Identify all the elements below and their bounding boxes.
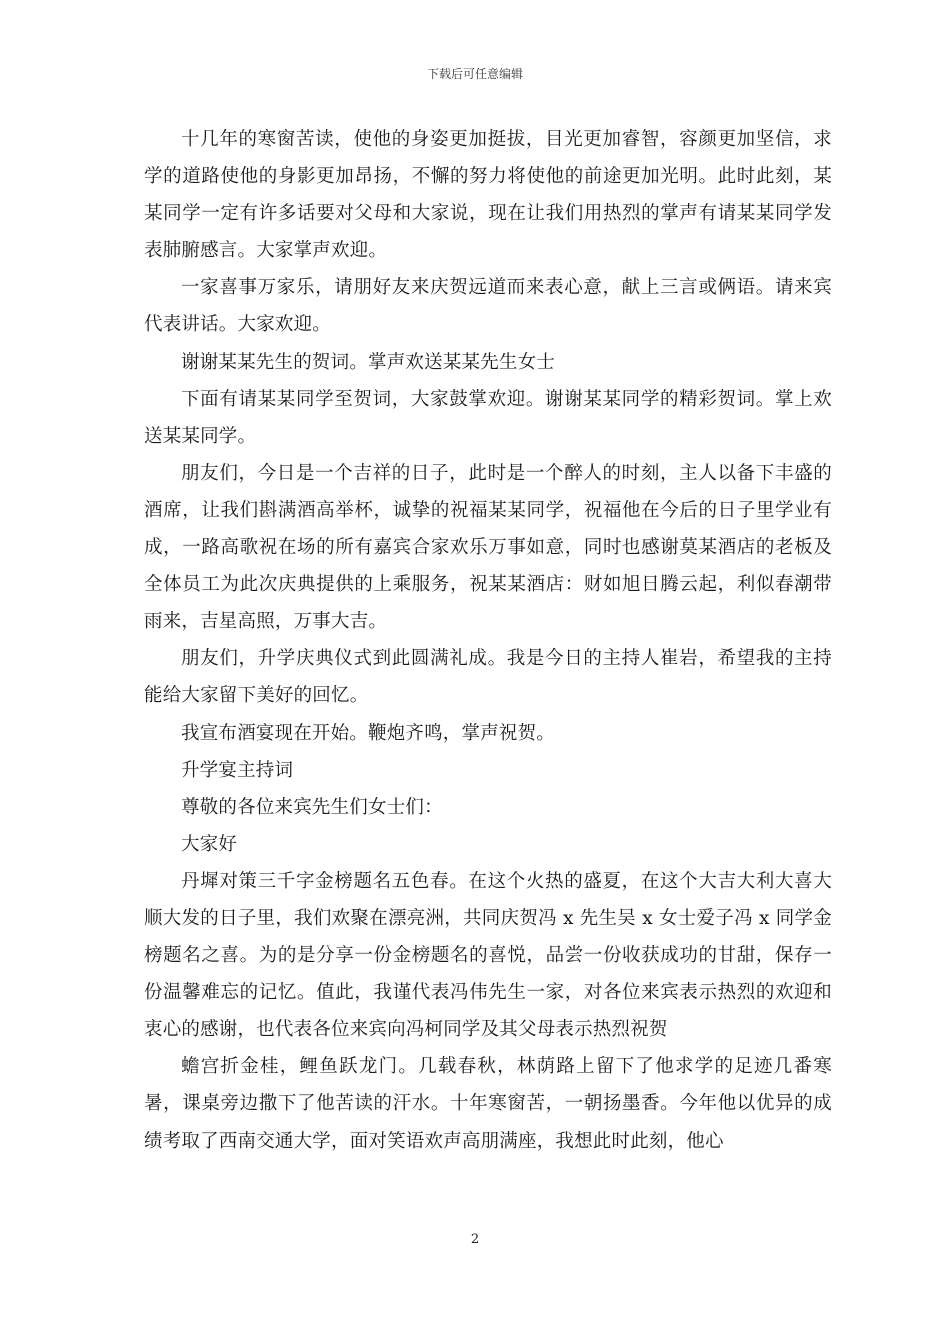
paragraph-7: 我宣布酒宴现在开始。鞭炮齐鸣，掌声祝贺。 <box>181 722 556 744</box>
document-body <box>144 121 832 1160</box>
salutation: 尊敬的各位来宾先生们女士们： <box>181 796 443 818</box>
paragraph-2: 一家喜事万家乐，请朋好友来庆贺远道而来表心意，献上三言或俩语。请来宾代表讲话。大家欢迎。 <box>144 277 832 336</box>
paragraph-1: 十几年的寒窗苦读，使他的身姿更加挺拔，目光更加睿智，容颜更加坚信，求学的道路使他的身影更加昂扬，不懈的努力将使他的前途更加光明。此时此刻，某某同学一定有许多话要对父母和大家说，现在让我们用热烈的掌声有请某某同学发表肺腑感言。大家掌声欢迎。 <box>144 129 832 262</box>
paragraph-5: 朋友们，今日是一个吉祥的日子，此时是一个醉人的时刻，主人以备下丰盛的酒席，让我们斟满酒高举杯，诚挚的祝福某某同学，祝福他在今后的日子里学业有成，一路高歌祝在场的所有嘉宾合家欢乐万事如意，同时也感谢莫某酒店的老板及全体员工为此次庆典提供的上乘服务，祝某某酒店：财如旭日腾云起，利似春潮带雨来，吉星高照，万事大吉。 <box>144 462 832 633</box>
paragraph-6: 朋友们，升学庆典仪式到此圆满礼成。我是今日的主持人崔岩，希望我的主持能给大家留下美好的回忆。 <box>144 648 832 707</box>
page-number: 2 <box>470 1232 480 1247</box>
greeting: 大家好 <box>181 833 238 855</box>
section-title: 升学宴主持词 <box>181 759 294 781</box>
page-header-note: 下载后可任意编辑 <box>426 67 523 81</box>
paragraph-11: 丹墀对策三千字金榜题名五色春。在这个火热的盛夏，在这个大吉大利大喜大顺大发的日子里，我们欢聚在漂亮洲，共同庆贺冯 x 先生吴 x 女士爱子冯 x 同学金榜题名之喜。为的是分享一份金榜题名的喜悦，品尝一份收获成功的甘甜，保存一份温馨难忘的记忆。值此，我谨代表冯伟先生一家，对各位来宾表示热烈的欢迎和衷心的感谢，也代表各位来宾向冯柯同学及其父母表示热烈祝贺 <box>144 870 832 1041</box>
paragraph-12: 蟾宫折金桂，鲤鱼跃龙门。几载春秋，林荫路上留下了他求学的足迹几番寒暑，课桌旁边撒下了他苦读的汗水。十年寒窗苦，一朝扬墨香。今年他以优异的成绩考取了西南交通大学，面对笑语欢声高朋满座，我想此时此刻，他心 <box>144 1056 832 1152</box>
paragraph-3: 谢谢某某先生的贺词。掌声欢送某某先生女士 <box>181 351 556 373</box>
paragraph-4: 下面有请某某同学至贺词，大家鼓掌欢迎。谢谢某某同学的精彩贺词。掌上欢送某某同学。 <box>144 388 832 447</box>
